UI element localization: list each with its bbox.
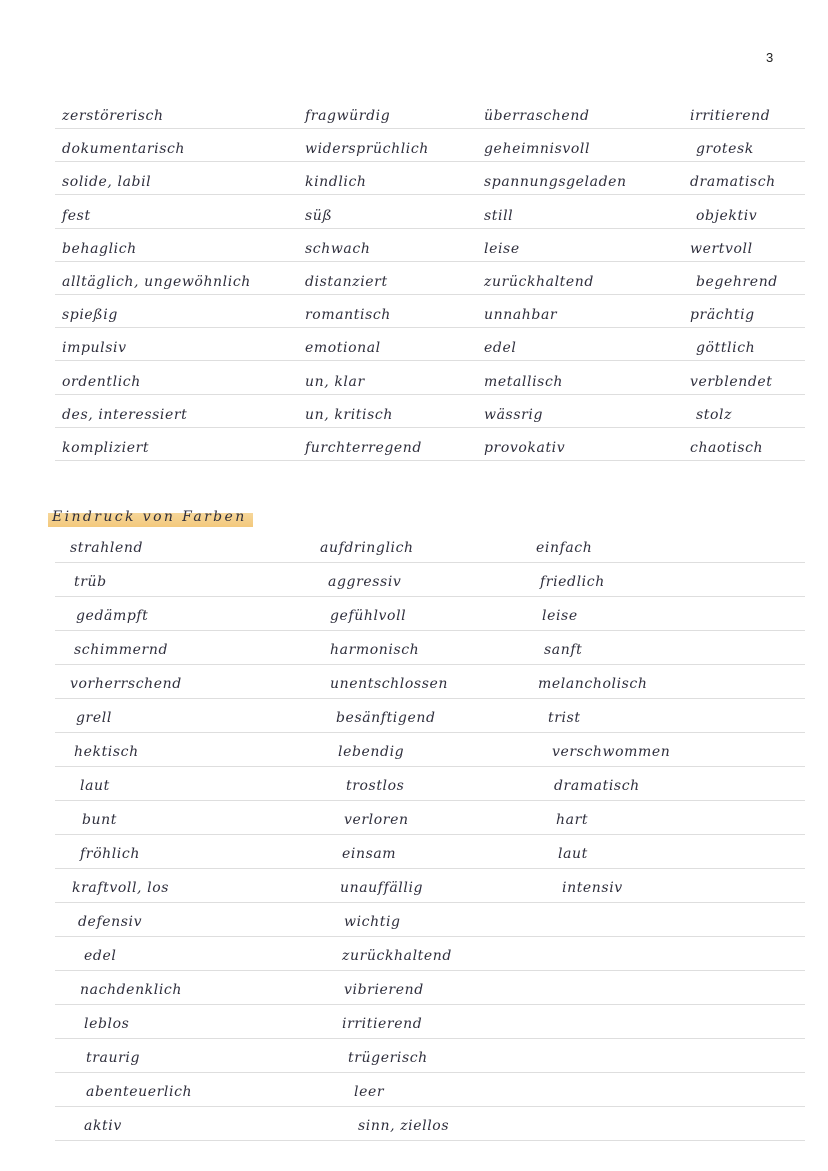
color-word: trist <box>548 710 581 726</box>
table-word: fest <box>62 208 91 224</box>
color-word: aggressiv <box>328 574 402 590</box>
table-word: göttlich <box>696 340 756 356</box>
color-word: leise <box>542 608 578 624</box>
table-word: kompliziert <box>62 440 150 456</box>
ruled-line <box>55 970 805 971</box>
color-word: schimmernd <box>74 642 169 658</box>
table-word: wertvoll <box>690 241 753 257</box>
table-word: fragwürdig <box>305 108 391 124</box>
table-word: leise <box>484 241 520 257</box>
ruled-line <box>55 128 805 129</box>
table-word: solide, labil <box>62 174 152 190</box>
table-word: metallisch <box>484 374 564 390</box>
color-word: hart <box>556 812 589 828</box>
ruled-line <box>55 427 805 428</box>
ruled-line <box>55 868 805 869</box>
color-word: leblos <box>84 1016 130 1032</box>
color-word: wichtig <box>344 914 401 930</box>
ruled-line <box>55 902 805 903</box>
ruled-line <box>55 834 805 835</box>
color-word: sinn, ziellos <box>358 1118 450 1134</box>
color-word: aktiv <box>84 1118 122 1134</box>
ruled-line <box>55 732 805 733</box>
table-word: objektiv <box>696 208 758 224</box>
color-word: gefühlvoll <box>330 608 407 624</box>
section-heading: Eindruck von Farben <box>48 507 253 527</box>
color-word: laut <box>80 778 110 794</box>
table-word: behaglich <box>62 241 137 257</box>
color-word: grell <box>76 710 112 726</box>
table-word: geheimnisvoll <box>484 141 591 157</box>
color-word: fröhlich <box>80 846 140 862</box>
color-word: besänftigend <box>336 710 436 726</box>
table-word: un, kritisch <box>305 407 393 423</box>
page-number: 3 <box>766 50 774 65</box>
table-word: un, klar <box>305 374 365 390</box>
color-word: einfach <box>536 540 593 556</box>
color-word: laut <box>558 846 588 862</box>
table-word: prächtig <box>690 307 755 323</box>
ruled-line <box>55 936 805 937</box>
table-word: dramatisch <box>690 174 776 190</box>
color-word: abenteuerlich <box>86 1084 193 1100</box>
color-word: edel <box>84 948 117 964</box>
ruled-line <box>55 596 805 597</box>
color-word: hektisch <box>74 744 139 760</box>
table-word: impulsiv <box>62 340 127 356</box>
color-word: trüb <box>74 574 107 590</box>
ruled-line <box>55 1072 805 1073</box>
color-word: irritierend <box>342 1016 423 1032</box>
table-word: edel <box>484 340 517 356</box>
table-word: kindlich <box>305 174 367 190</box>
table-word: chaotisch <box>690 440 764 456</box>
ruled-line <box>55 800 805 801</box>
color-word: nachdenklich <box>80 982 182 998</box>
table-word: furchterregend <box>305 440 422 456</box>
color-word: leer <box>354 1084 385 1100</box>
color-word: vibrierend <box>344 982 424 998</box>
color-word: dramatisch <box>554 778 640 794</box>
table-word: des, interessiert <box>62 407 188 423</box>
color-word: einsam <box>342 846 397 862</box>
color-word: zurückhaltend <box>342 948 452 964</box>
table-word: romantisch <box>305 307 391 323</box>
table-word: distanziert <box>305 274 388 290</box>
color-word: gedämpft <box>76 608 149 624</box>
color-word: trostlos <box>346 778 405 794</box>
color-word: unentschlossen <box>330 676 448 692</box>
ruled-line <box>55 228 805 229</box>
color-word: sanft <box>544 642 583 658</box>
table-word: begehrend <box>696 274 778 290</box>
table-word: zerstörerisch <box>62 108 164 124</box>
color-word: verloren <box>344 812 409 828</box>
table-word: dokumentarisch <box>62 141 186 157</box>
color-word: strahlend <box>70 540 144 556</box>
ruled-line <box>55 460 805 461</box>
color-word: kraftvoll, los <box>72 880 170 896</box>
ruled-line <box>55 1140 805 1141</box>
color-word: defensiv <box>78 914 143 930</box>
color-word: aufdringlich <box>320 540 414 556</box>
table-word: ordentlich <box>62 374 141 390</box>
table-word: alltäglich, ungewöhnlich <box>62 274 251 290</box>
ruled-line <box>55 194 805 195</box>
table-word: still <box>484 208 514 224</box>
ruled-line <box>55 630 805 631</box>
table-word: spießig <box>62 307 118 323</box>
ruled-line <box>55 394 805 395</box>
ruled-line <box>55 562 805 563</box>
table-word: schwach <box>305 241 371 257</box>
ruled-line <box>55 261 805 262</box>
ruled-line <box>55 161 805 162</box>
color-word: harmonisch <box>330 642 420 658</box>
color-word: vorherrschend <box>70 676 182 692</box>
color-word: verschwommen <box>552 744 671 760</box>
table-word: zurückhaltend <box>484 274 594 290</box>
color-word: melancholisch <box>538 676 648 692</box>
table-word: irritierend <box>690 108 771 124</box>
color-word: bunt <box>82 812 118 828</box>
table-word: spannungsgeladen <box>484 174 627 190</box>
color-word: intensiv <box>562 880 623 896</box>
table-word: grotesk <box>696 141 754 157</box>
ruled-line <box>55 327 805 328</box>
table-word: verblendet <box>690 374 773 390</box>
color-word: friedlich <box>540 574 605 590</box>
table-word: provokativ <box>484 440 566 456</box>
table-word: süß <box>305 208 333 224</box>
ruled-line <box>55 664 805 665</box>
table-word: widersprüchlich <box>305 141 429 157</box>
table-word: emotional <box>305 340 381 356</box>
ruled-line <box>55 1004 805 1005</box>
table-word: stolz <box>696 407 733 423</box>
table-word: wässrig <box>484 407 544 423</box>
table-word: unnahbar <box>484 307 558 323</box>
ruled-line <box>55 766 805 767</box>
table-word: überraschend <box>484 108 590 124</box>
ruled-line <box>55 294 805 295</box>
ruled-line <box>55 1106 805 1107</box>
color-word: traurig <box>86 1050 141 1066</box>
ruled-line <box>55 360 805 361</box>
color-word: lebendig <box>338 744 405 760</box>
ruled-line <box>55 698 805 699</box>
ruled-line <box>55 1038 805 1039</box>
color-word: unauffällig <box>340 880 424 896</box>
color-word: trügerisch <box>348 1050 428 1066</box>
